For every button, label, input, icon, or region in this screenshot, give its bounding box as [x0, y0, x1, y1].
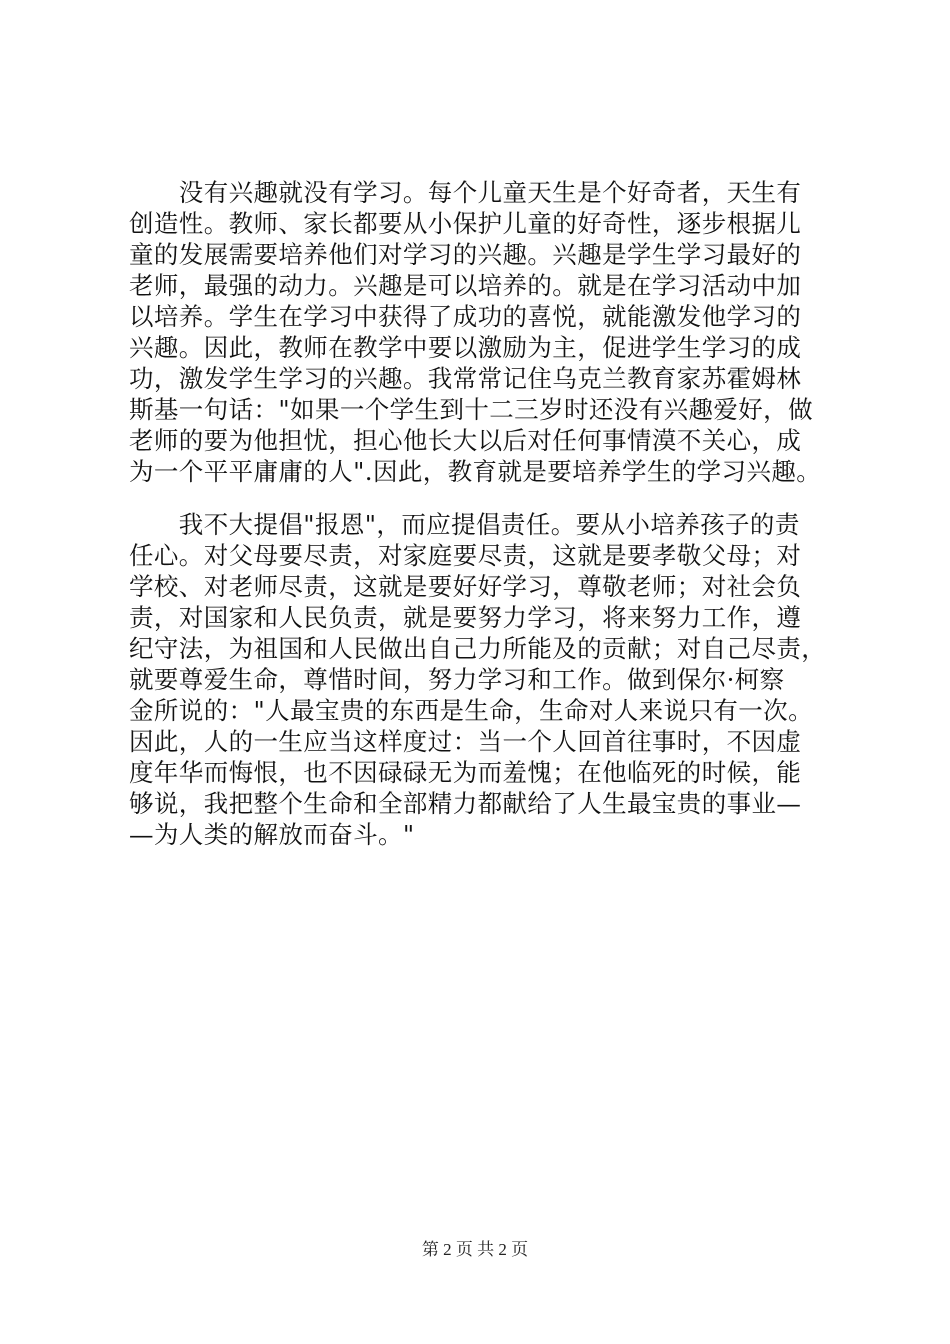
text-line: 功，激发学生学习的兴趣。我常常记住乌克兰教育家苏霍姆林 [129, 364, 802, 393]
text-line: 责，对国家和人民负责，就是要努力学习，将来努力工作，遵 [129, 603, 802, 632]
text-line: 斯基一句话："如果一个学生到十二三岁时还没有兴趣爱好，做 [129, 395, 813, 424]
paragraph-responsibility [129, 509, 829, 850]
text-line: 够说，我把整个生命和全部精力都献给了人生最宝贵的事业— [129, 789, 802, 818]
page-number-footer: 第 2 页 共 2 页 [421, 1240, 529, 1259]
text-line: 老师的要为他担忧，担心他长大以后对任何事情漠不关心，成 [129, 426, 802, 455]
text-line: —为人类的解放而奋斗。" [129, 820, 415, 849]
text-line: 度年华而悔恨，也不因碌碌无为而羞愧；在他临死的时候，能 [129, 758, 802, 787]
text-line: 我不大提倡"报恩"，而应提倡责任。要从小培养孩子的责 [129, 510, 800, 539]
text-line: 纪守法，为祖国和人民做出自己力所能及的贡献；对自己尽责， [129, 634, 827, 663]
text-line: 任心。对父母要尽责，对家庭要尽责，这就是要孝敬父母；对 [129, 541, 802, 570]
text-line: 兴趣。因此，教师在教学中要以激励为主，促进学生学习的成 [129, 333, 802, 362]
text-line: 没有兴趣就没有学习。每个儿童天生是个好奇者，天生有 [129, 178, 802, 207]
text-line: 金所说的："人最宝贵的东西是生命，生命对人来说只有一次。 [129, 696, 813, 725]
text-line: 老师，最强的动力。兴趣是可以培养的。就是在学习活动中加 [129, 271, 802, 300]
text-line: 就要尊爱生命，尊惜时间，努力学习和工作。做到保尔·柯察 [129, 665, 785, 694]
text-line: 为一个平平庸庸的人".因此，教育就是要培养学生的学习兴趣。 [129, 457, 822, 486]
text-line: 以培养。学生在学习中获得了成功的喜悦，就能激发他学习的 [129, 302, 802, 331]
text-line: 因此，人的一生应当这样度过：当一个人回首往事时，不因虚 [129, 727, 802, 756]
text-line: 童的发展需要培养他们对学习的兴趣。兴趣是学生学习最好的 [129, 240, 802, 269]
paragraph-interest [129, 177, 829, 487]
text-line: 学校、对老师尽责，这就是要好好学习，尊敬老师；对社会负 [129, 572, 802, 601]
text-line: 创造性。教师、家长都要从小保护儿童的好奇性，逐步根据儿 [129, 209, 802, 238]
